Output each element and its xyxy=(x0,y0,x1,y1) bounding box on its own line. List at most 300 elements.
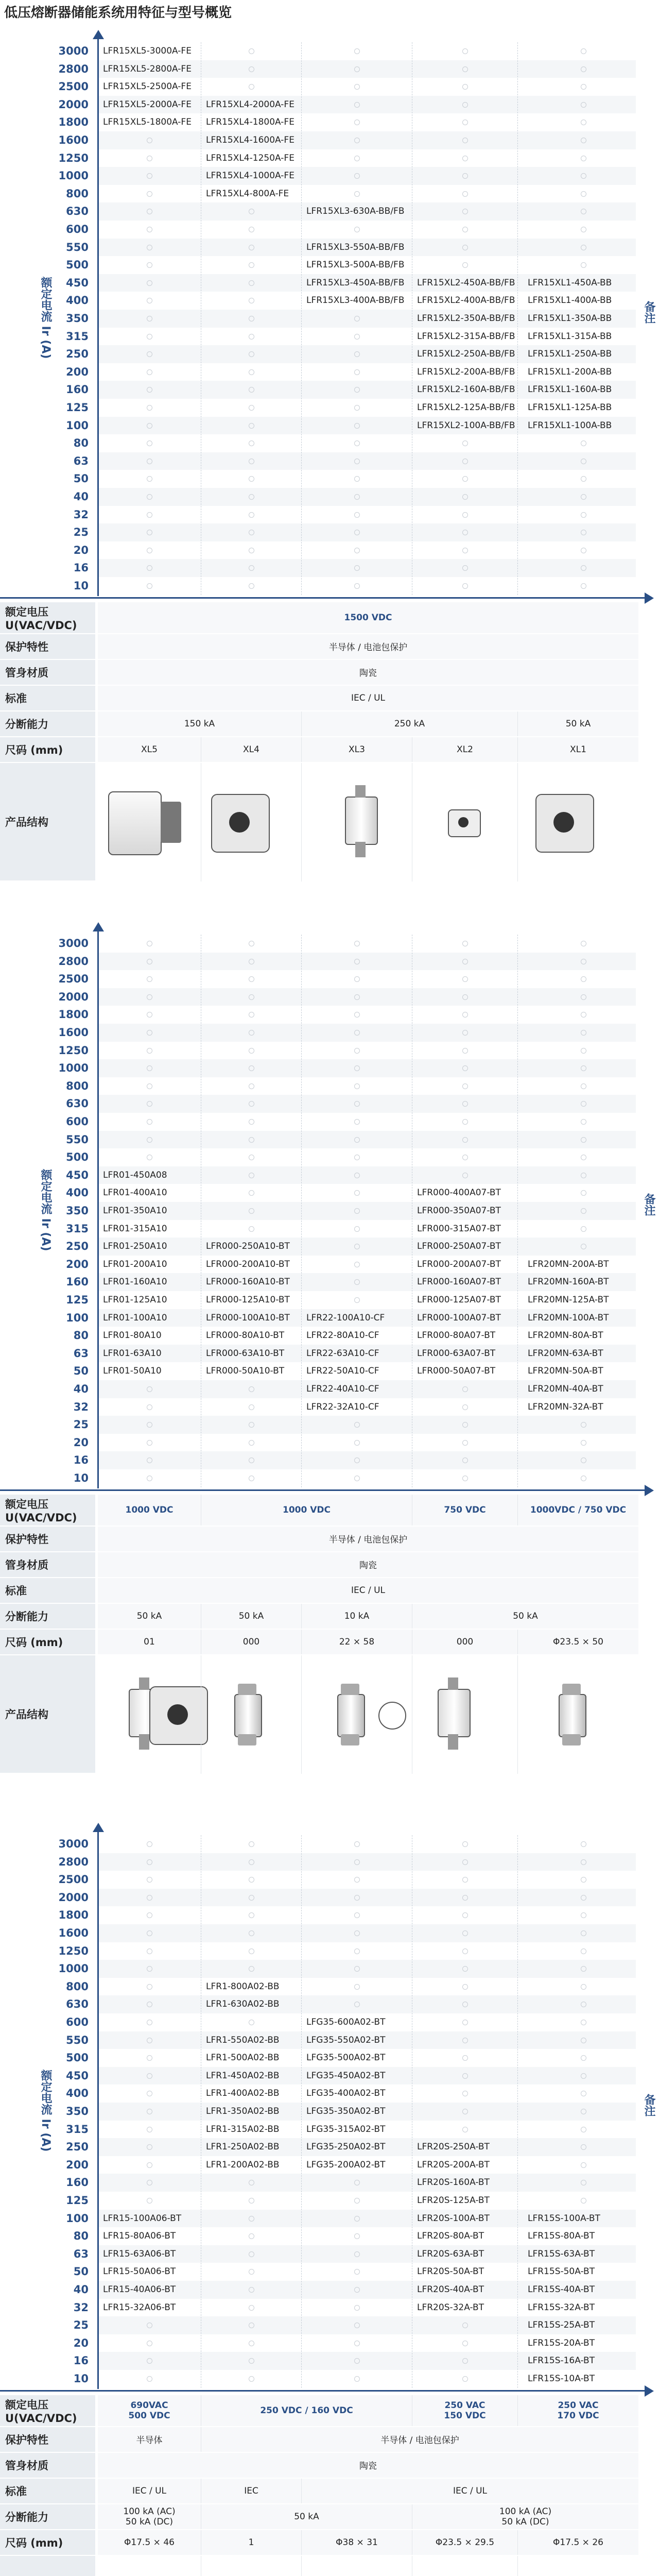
prop-row-voltage xyxy=(0,1495,659,1528)
empty-marker xyxy=(354,2341,360,2346)
fuse-illustration xyxy=(206,1673,288,1756)
empty-marker xyxy=(249,2269,254,2275)
y-axis-label: 额定电流 Ir (A) xyxy=(39,1168,52,1251)
model-code: LFR22-40A10-CF xyxy=(306,1384,379,1394)
y-tick-label: 630 xyxy=(66,1998,89,2011)
empty-marker xyxy=(249,298,254,303)
prop-size-cell: 01 xyxy=(98,1630,201,1654)
empty-marker xyxy=(581,1101,586,1107)
model-code: LFR20S-250A-BT xyxy=(417,2142,490,2153)
prop-row-protection xyxy=(0,634,659,661)
empty-marker xyxy=(581,2109,586,2114)
prop-size-cell: 22 × 58 xyxy=(301,1630,412,1654)
model-code: LFR15S-16A-BT xyxy=(528,2355,595,2366)
fuse-part xyxy=(378,1702,406,1730)
prop-voltage-cell: 250 VAC 150 VDC xyxy=(412,2395,517,2426)
empty-marker xyxy=(354,2358,360,2364)
prop-voltage-cell: 1500 VDC xyxy=(98,602,638,633)
empty-marker xyxy=(581,1859,586,1865)
empty-marker xyxy=(249,48,254,54)
model-code: LFR15XL5-2500A-FE xyxy=(103,81,192,92)
empty-marker xyxy=(354,1966,360,1972)
y-tick-label: 800 xyxy=(66,187,89,200)
fuse-illustration xyxy=(530,1673,613,1756)
prop-size-cell: XL4 xyxy=(201,737,301,762)
row-band xyxy=(98,488,636,506)
empty-marker xyxy=(581,1984,586,1990)
panel-1 xyxy=(0,30,659,921)
model-code: LFR15-32A06-BT xyxy=(103,2302,176,2313)
empty-marker xyxy=(354,66,360,72)
y-tick-label: 400 xyxy=(66,2087,89,2100)
model-code: LFR15S-20A-BT xyxy=(528,2337,595,2348)
model-code: LFR15XL1-400A-BB xyxy=(528,295,612,306)
empty-marker xyxy=(147,1895,152,1901)
empty-marker xyxy=(581,976,586,982)
y-tick-label: 2800 xyxy=(58,62,89,75)
row-band xyxy=(98,1006,636,1024)
empty-marker xyxy=(354,565,360,571)
empty-marker xyxy=(249,1048,254,1054)
structure-divider xyxy=(301,1655,302,1774)
model-code: LFR15XL5-1800A-FE xyxy=(103,117,192,128)
empty-marker xyxy=(462,1895,468,1901)
empty-marker xyxy=(354,1226,360,1232)
model-code: LFR15S-80A-BT xyxy=(528,2231,595,2242)
row-band xyxy=(98,221,636,239)
fuse-part xyxy=(448,1677,458,1690)
empty-marker xyxy=(581,173,586,179)
empty-marker xyxy=(581,565,586,571)
prop-protection-cell: 半导体 / 电池包保护 xyxy=(98,634,638,659)
y-axis xyxy=(97,35,99,596)
empty-marker xyxy=(249,1476,254,1481)
empty-marker xyxy=(462,959,468,964)
empty-marker xyxy=(462,565,468,571)
empty-marker xyxy=(147,405,152,411)
model-code: LFR000-200A07-BT xyxy=(417,1259,501,1269)
empty-marker xyxy=(249,440,254,446)
row-band xyxy=(98,1924,636,1942)
empty-marker xyxy=(249,476,254,482)
empty-marker xyxy=(249,1458,254,1463)
empty-marker xyxy=(354,1877,360,1883)
empty-marker xyxy=(581,512,586,518)
y-tick-label: 160 xyxy=(66,383,89,396)
empty-marker xyxy=(354,369,360,375)
empty-marker xyxy=(581,262,586,268)
fuse-part xyxy=(448,1734,458,1750)
prop-label-material: 管身材质 xyxy=(0,660,95,685)
empty-marker xyxy=(147,548,152,553)
empty-marker xyxy=(249,351,254,357)
empty-marker xyxy=(462,530,468,535)
row-band xyxy=(98,559,636,577)
empty-marker xyxy=(462,1030,468,1036)
empty-marker xyxy=(462,209,468,214)
fuse-part xyxy=(161,802,181,843)
empty-marker xyxy=(462,583,468,589)
empty-marker xyxy=(581,1030,586,1036)
prop-size-cell: Φ17.5 × 46 xyxy=(98,2530,201,2555)
y-tick-label: 80 xyxy=(73,2230,89,2243)
model-code: LFR15XL1-250A-BB xyxy=(528,349,612,360)
column-divider xyxy=(517,1835,518,2388)
row-band xyxy=(98,185,636,203)
y-tick-label: 500 xyxy=(66,2052,89,2064)
row-band xyxy=(98,1042,636,1060)
prop-row-standard xyxy=(0,686,659,713)
empty-marker xyxy=(354,102,360,108)
fuse-part xyxy=(438,1689,471,1737)
row-band xyxy=(98,1131,636,1149)
empty-marker xyxy=(147,316,152,321)
row-band xyxy=(98,935,636,953)
empty-marker xyxy=(249,2198,254,2204)
model-code: LFR15S-32A-BT xyxy=(528,2302,595,2313)
empty-marker xyxy=(581,1877,586,1883)
empty-marker xyxy=(462,48,468,54)
y-tick-label: 50 xyxy=(73,472,89,485)
y-tick-label: 10 xyxy=(73,1472,89,1484)
prop-voltage-cell: 1000 VDC xyxy=(98,1495,201,1526)
prop-size-cell: XL5 xyxy=(98,737,201,762)
y-tick-label: 600 xyxy=(66,1115,89,1128)
model-code: LFR20MN-50A-BT xyxy=(528,1366,603,1377)
empty-marker xyxy=(354,548,360,553)
y-tick-label: 25 xyxy=(73,2319,89,2332)
model-code: LFR15XL5-3000A-FE xyxy=(103,46,192,56)
prop-row-structure xyxy=(0,763,659,883)
prop-breaking-cell: 100 kA (AC) 50 kA (DC) xyxy=(412,2504,638,2529)
prop-label-structure: 产品结构 xyxy=(0,763,95,880)
empty-marker xyxy=(147,369,152,375)
row-band xyxy=(98,1077,636,1095)
row-band xyxy=(98,1184,636,1202)
y-tick-label: 80 xyxy=(73,1329,89,1342)
empty-marker xyxy=(354,138,360,143)
empty-marker xyxy=(354,173,360,179)
empty-marker xyxy=(581,48,586,54)
model-code: LFR01-160A10 xyxy=(103,1277,167,1287)
model-code: LFR15XL3-400A-BB/FB xyxy=(306,295,405,306)
empty-marker xyxy=(249,1422,254,1428)
row-band xyxy=(98,167,636,185)
empty-marker xyxy=(249,1119,254,1125)
model-code: LFR22-32A10-CF xyxy=(306,1401,379,1412)
empty-marker xyxy=(147,191,152,197)
y-tick-label: 16 xyxy=(73,1454,89,1467)
y-tick-label: 2800 xyxy=(58,1855,89,1868)
model-code: LFR15-40A06-BT xyxy=(103,2284,176,2295)
empty-marker xyxy=(462,1877,468,1883)
empty-marker xyxy=(249,530,254,535)
model-code: LFR20S-50A-BT xyxy=(417,2266,484,2277)
empty-marker xyxy=(354,1065,360,1071)
empty-marker xyxy=(462,2073,468,2079)
remarks-label: 备注 xyxy=(643,2094,655,2117)
y-tick-label: 25 xyxy=(73,526,89,539)
empty-marker xyxy=(581,209,586,214)
empty-marker xyxy=(354,1476,360,1481)
row-band xyxy=(98,1238,636,1256)
fuse-illustration xyxy=(103,2574,185,2576)
empty-marker xyxy=(462,66,468,72)
model-code: LFR15S-63A-BT xyxy=(528,2248,595,2259)
row-band xyxy=(98,970,636,988)
y-tick-label: 40 xyxy=(73,490,89,503)
row-band xyxy=(98,1024,636,1042)
y-tick-label: 20 xyxy=(73,1436,89,1449)
row-band xyxy=(98,1434,636,1452)
empty-marker xyxy=(462,1173,468,1178)
fuse-illustration xyxy=(319,781,402,863)
model-code: LFR1-800A02-BB xyxy=(206,1981,280,1992)
empty-marker xyxy=(462,191,468,197)
y-tick-label: 1600 xyxy=(58,1927,89,1939)
x-axis xyxy=(0,1489,646,1491)
model-code: LFR15XL2-350A-BB/FB xyxy=(417,313,515,324)
empty-marker xyxy=(581,1476,586,1481)
empty-marker xyxy=(147,1984,152,1990)
empty-marker xyxy=(581,1841,586,1847)
empty-marker xyxy=(147,2376,152,2382)
model-code: LFR000-50A10-BT xyxy=(206,1366,285,1377)
y-tick-label: 400 xyxy=(66,294,89,307)
y-tick-label: 200 xyxy=(66,365,89,378)
prop-label-protection: 保护特性 xyxy=(0,1527,95,1551)
empty-marker xyxy=(581,1244,586,1249)
y-tick-label: 800 xyxy=(66,1079,89,1092)
empty-marker xyxy=(462,1440,468,1446)
fuse-part xyxy=(562,1684,581,1695)
fuse-part xyxy=(229,812,250,833)
empty-marker xyxy=(249,512,254,518)
y-tick-label: 100 xyxy=(66,419,89,432)
empty-marker xyxy=(354,1912,360,1918)
y-tick-label: 1250 xyxy=(58,1044,89,1057)
model-code: LFR22-100A10-CF xyxy=(306,1312,385,1323)
model-code: LFR20S-125A-BT xyxy=(417,2195,490,2206)
y-tick-label: 1250 xyxy=(58,151,89,164)
empty-marker xyxy=(462,2376,468,2382)
model-code: LFR000-400A07-BT xyxy=(417,1188,501,1198)
empty-marker xyxy=(354,1984,360,1990)
prop-voltage-cell: 250 VAC 170 VDC xyxy=(517,2395,638,2426)
empty-marker xyxy=(249,387,254,393)
prop-row-standard xyxy=(0,1578,659,1605)
empty-marker xyxy=(354,1948,360,1954)
empty-marker xyxy=(354,1440,360,1446)
empty-marker xyxy=(147,459,152,464)
model-code: LFR15-80A06-BT xyxy=(103,2231,176,2242)
model-code: LFR15XL3-630A-BB/FB xyxy=(306,206,405,217)
model-code: LFR15XL4-1250A-FE xyxy=(206,152,294,163)
empty-marker xyxy=(462,1083,468,1089)
model-code: LFR15-63A06-BT xyxy=(103,2248,176,2259)
y-tick-label: 450 xyxy=(66,2069,89,2082)
empty-marker xyxy=(462,1155,468,1160)
y-tick-label: 32 xyxy=(73,508,89,521)
model-code: LFR1-630A02-BB xyxy=(206,1999,280,2010)
empty-marker xyxy=(354,1119,360,1125)
model-code: LFR01-100A10 xyxy=(103,1312,167,1323)
empty-marker xyxy=(462,1458,468,1463)
empty-marker xyxy=(354,1083,360,1089)
y-tick-label: 1000 xyxy=(58,170,89,182)
empty-marker xyxy=(462,2358,468,2364)
empty-marker xyxy=(354,2233,360,2239)
empty-marker xyxy=(354,1262,360,1267)
prop-voltage-cell: 250 VDC / 160 VDC xyxy=(201,2395,412,2426)
empty-marker xyxy=(147,2341,152,2346)
empty-marker xyxy=(354,191,360,197)
prop-standard-cell: IEC xyxy=(201,2479,301,2503)
model-code: LFR20MN-125A-BT xyxy=(528,1295,609,1305)
prop-protection-cell: 半导体 xyxy=(98,2427,201,2452)
model-code: LFR15S-100A-BT xyxy=(528,2213,600,2224)
empty-marker xyxy=(354,476,360,482)
y-tick-label: 600 xyxy=(66,223,89,235)
structure-divider xyxy=(301,2556,302,2576)
y-tick-label: 200 xyxy=(66,2158,89,2171)
empty-marker xyxy=(249,2305,254,2311)
empty-marker xyxy=(354,1190,360,1196)
y-tick-label: 450 xyxy=(66,1168,89,1181)
prop-size-cell: Φ38 × 31 xyxy=(301,2530,412,2555)
prop-size-cell: 1 xyxy=(201,2530,301,2555)
empty-marker xyxy=(581,102,586,108)
model-code: LFR1-315A02-BB xyxy=(206,2124,280,2134)
empty-marker xyxy=(581,941,586,946)
empty-marker xyxy=(354,440,360,446)
model-code: LFR000-100A10-BT xyxy=(206,1312,290,1323)
empty-marker xyxy=(249,2216,254,2222)
empty-marker xyxy=(249,280,254,286)
empty-marker xyxy=(581,2020,586,2025)
row-band xyxy=(98,1853,636,1871)
model-code: LFR15XL2-100A-BB/FB xyxy=(417,420,515,431)
model-code: LFR15S-50A-BT xyxy=(528,2266,595,2277)
empty-marker xyxy=(581,1226,586,1232)
empty-marker xyxy=(462,1984,468,1990)
empty-marker xyxy=(581,583,586,589)
empty-marker xyxy=(147,1476,152,1481)
model-code: LFR20MN-80A-BT xyxy=(528,1330,603,1341)
empty-marker xyxy=(462,1119,468,1125)
empty-marker xyxy=(249,2180,254,2185)
model-code: LFR20MN-200A-BT xyxy=(528,1259,609,1269)
prop-size-cell: Φ23.5 × 50 xyxy=(517,1630,638,1654)
fuse-part xyxy=(238,1684,256,1695)
empty-marker xyxy=(462,227,468,232)
empty-marker xyxy=(249,1841,254,1847)
empty-marker xyxy=(581,138,586,143)
row-band xyxy=(98,1942,636,1960)
y-tick-label: 10 xyxy=(73,580,89,592)
prop-breaking-cell: 50 kA xyxy=(98,1604,201,1629)
panel-2 xyxy=(0,922,659,1814)
model-code: LFR1-350A02-BB xyxy=(206,2106,280,2116)
fuse-illustration xyxy=(237,2574,319,2576)
model-code: LFR15XL2-200A-BB/FB xyxy=(417,366,515,377)
prop-material-cell: 陶瓷 xyxy=(98,660,638,685)
prop-voltage-cell: 1000VDC / 750 VDC xyxy=(517,1495,638,1526)
empty-marker xyxy=(462,2055,468,2061)
empty-marker xyxy=(581,1948,586,1954)
prop-protection-cell: 半导体 / 电池包保护 xyxy=(201,2427,638,2452)
prop-breaking-cell: 150 kA xyxy=(98,711,301,736)
empty-marker xyxy=(581,1119,586,1125)
y-axis-arrow xyxy=(93,922,104,931)
model-code: LFR1-450A02-BB xyxy=(206,2070,280,2081)
y-tick-label: 1250 xyxy=(58,1944,89,1957)
empty-marker xyxy=(249,1137,254,1143)
empty-marker xyxy=(354,316,360,321)
y-tick-label: 800 xyxy=(66,1980,89,1993)
prop-row-size xyxy=(0,2530,659,2557)
empty-marker xyxy=(354,1137,360,1143)
prop-label-standard: 标准 xyxy=(0,686,95,710)
empty-marker xyxy=(462,1476,468,1481)
model-code: LFR1-250A02-BB xyxy=(206,2142,280,2153)
empty-marker xyxy=(147,2109,152,2114)
y-tick-label: 250 xyxy=(66,2141,89,2154)
y-tick-label: 125 xyxy=(66,401,89,414)
y-tick-label: 125 xyxy=(66,1294,89,1306)
y-tick-label: 32 xyxy=(73,1400,89,1413)
empty-marker xyxy=(354,1030,360,1036)
empty-marker xyxy=(462,1859,468,1865)
empty-marker xyxy=(354,84,360,90)
empty-marker xyxy=(354,1930,360,1936)
empty-marker xyxy=(147,334,152,340)
y-tick-label: 40 xyxy=(73,1383,89,1395)
fuse-part xyxy=(553,812,574,833)
prop-size-cell: XL2 xyxy=(412,737,517,762)
prop-voltage-cell: 690VAC 500 VDC xyxy=(98,2395,201,2426)
row-band xyxy=(98,1220,636,1238)
column-divider xyxy=(301,42,302,595)
empty-marker xyxy=(581,1458,586,1463)
empty-marker xyxy=(581,245,586,250)
empty-marker xyxy=(462,245,468,250)
y-tick-label: 2500 xyxy=(58,1873,89,1886)
prop-label-breaking: 分断能力 xyxy=(0,711,95,736)
row-band xyxy=(98,1113,636,1131)
empty-marker xyxy=(354,156,360,161)
empty-marker xyxy=(249,1101,254,1107)
empty-marker xyxy=(354,1859,360,1865)
empty-marker xyxy=(462,1137,468,1143)
empty-marker xyxy=(462,1012,468,1018)
model-code: LFR000-200A10-BT xyxy=(206,1259,290,1269)
prop-standard-cell: IEC / UL xyxy=(98,686,638,710)
prop-row-material xyxy=(0,2453,659,2480)
empty-marker xyxy=(354,1012,360,1018)
y-tick-label: 630 xyxy=(66,205,89,218)
model-code: LFG35-400A02-BT xyxy=(306,2088,386,2099)
empty-marker xyxy=(249,583,254,589)
empty-marker xyxy=(354,2269,360,2275)
empty-marker xyxy=(147,2038,152,2043)
row-band xyxy=(98,988,636,1006)
y-tick-label: 1000 xyxy=(58,1962,89,1975)
empty-marker xyxy=(249,1065,254,1071)
model-code: LFR15-100A06-BT xyxy=(103,2213,182,2224)
empty-marker xyxy=(462,2002,468,2007)
fuse-illustration xyxy=(412,1673,494,1756)
